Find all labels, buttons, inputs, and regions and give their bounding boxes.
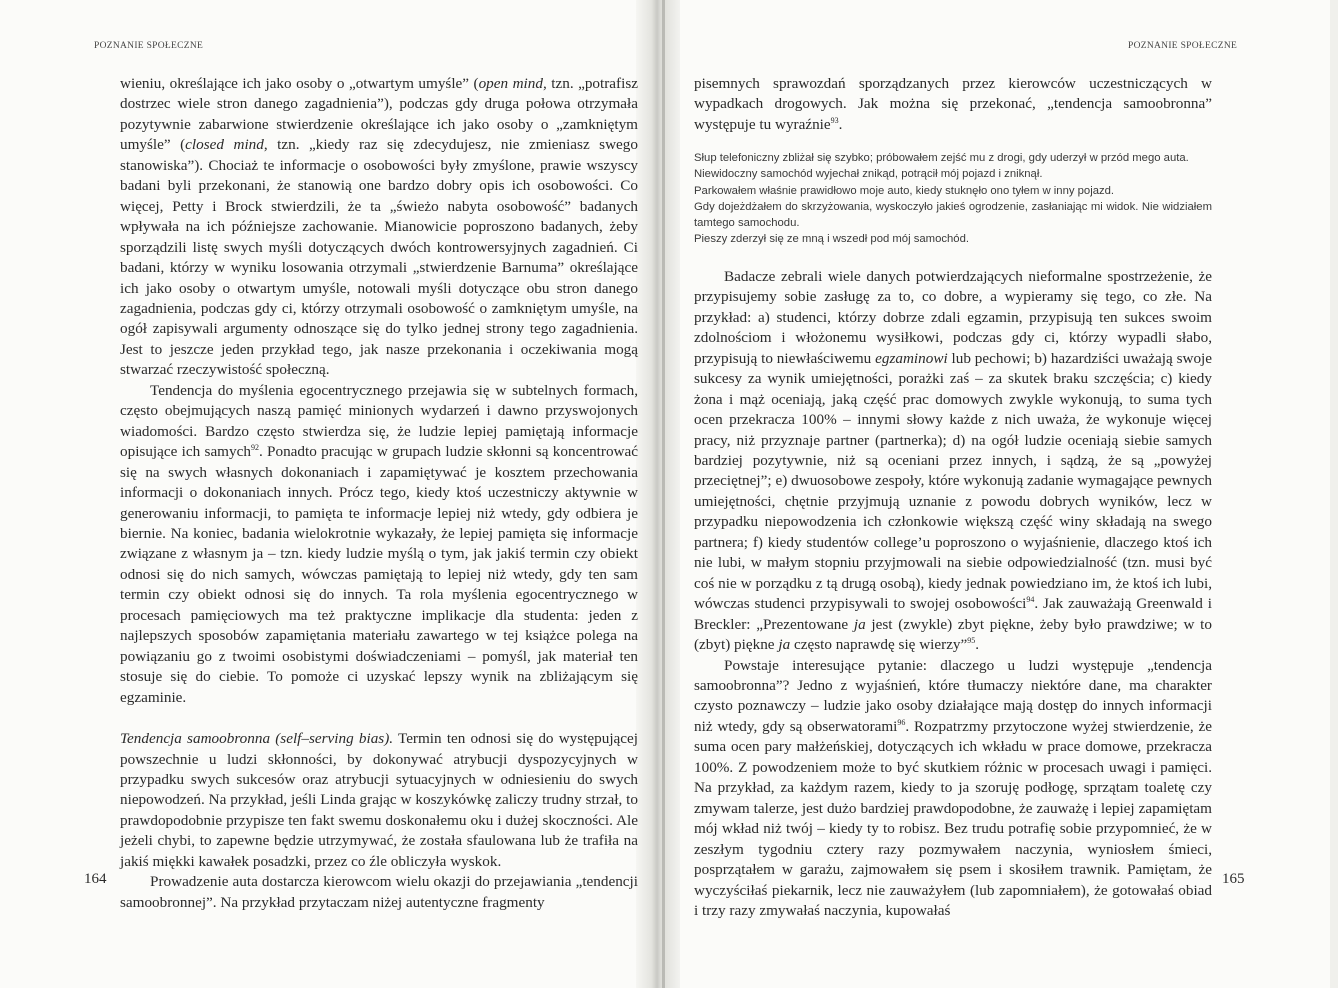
left-paragraph-2 (120, 381, 638, 708)
footnote-ref: 94 (1026, 595, 1035, 605)
text-run: często naprawdę się wierzy” (790, 636, 968, 654)
text-run: jest (zwykle) zbyt piękne, żeby było prawdziwe; w to (zbyt) piękne (694, 615, 1212, 654)
left-paragraph-4 (120, 872, 638, 913)
running-header-left: POZNANIE SPOŁECZNE (94, 41, 204, 51)
text-run: . (838, 115, 843, 133)
book-spine-shadow (662, 0, 665, 988)
footnote-ref: 93 (830, 115, 839, 125)
text-run: . Rozpatrzmy przytoczone wyżej stwierdzenie, że suma ocen pary małżeńskiej, dotyczących ich wkładu w prace domowe, przekracza 100%. Z powodzeniem może to być skutkiem różnic w procesach uwagi i pamięci. Na przykład, za każdym razem, kiedy to ja szoruję podłogę, sprzątam toaletę czy zmywam talerze, jest dużo bardziej prawdopodobne, że zauważę i lepiej zapamiętam mój wkład niż twój – kiedy ty to robisz. Bez trudu potrafię sobie przypomnieć, że w zeszłym tygodniu cztery razy pozmywałem naczynia, wyniosłem śmieci, posprzątałem w garażu, zajmowałem się psem i skosiłem trawnik. Pamiętam, że wyczyściłaś piekarnik, lecz nie zauważyłem (lub zapomniałem), że gotowałaś obiad i trzy razy zmywałaś naczynia, kupowałaś (694, 717, 1212, 919)
italic-text: ja (853, 615, 866, 633)
italic-text: ). (384, 730, 394, 748)
running-header-right: POZNANIE SPOŁECZNE (1128, 41, 1238, 51)
text-run: Badacze zebrali wiele danych potwierdzających nieformalne spostrzeżenie, że przypisujemy sobie zasługę za to, co dobre, a wypieramy się tego, co złe. Na przykład: a) studenci, którzy dobrze zdali egzamin, przypisują ten sukces swoim zdolnościom i włożonemu wysiłkowi, podczas gdy ci, którzy wypadli słabo, przypisują to niewłaściwemu (694, 267, 1212, 367)
quote-line: Parkowałem właśnie prawidłowo moje auto, kiedy stuknęło ono tyłem w inny pojazd. (694, 184, 1115, 197)
footnote-ref: 96 (897, 717, 906, 727)
italic-text: self–serving bias (280, 730, 385, 748)
italic-text: closed mind (185, 136, 264, 154)
text-run: Prowadzenie auta dostarcza kierowcom wielu okazji do przejawiania „tendencji samoobronnej”. Na przykład przytaczam niżej autentyczne fragmenty (120, 873, 638, 911)
book-gutter (636, 0, 680, 988)
quoted-accident-reports (694, 150, 1212, 247)
right-page (694, 74, 1212, 921)
italic-text: open mind (478, 75, 543, 92)
text-run: , tzn. „potrafisz dostrzec wiele stron danego zagadnienia”), podczas gdy druga połowa otrzymała pozytywnie zabarwione stwierdzenie określające ich jako osoby o „zamkniętym umyśle” ( (120, 75, 638, 154)
footnote-ref: 92 (250, 443, 259, 453)
text-run: . Ponadto pracując w grupach ludzie skłonni są koncentrować się na swych własnych dokonaniach i zapamiętywać je kosztem przechowania informacji o dokonaniach innych. Prócz tego, kiedy ktoś uczestniczy aktywnie w generowaniu informacji, to pamięta te informacje lepiej niż wtedy, gdy odbiera je biernie. Na koniec, badania wielokrotnie wykazały, że lepiej pamięta się informacje związane z własnym ja – tzn. kiedy ludzie myślą o tym, jak jakiś termin czy obiekt odnosi się do nich samych, wówczas pamiętają to lepiej niż wtedy, gdy ten sam termin czy obiekt odnosi się do innych. Ta rola myślenia egocentrycznego w procesach pamięciowych ma też praktyczne implikacje dla studenta: jeden z najlepszych sposobów zapamiętania materiału zawartego w tej książce polega na powiązaniu go z twoimi osobistymi doświadczeniami – pomyśl, jak materiał ten stosuje się do ciebie. To pomoże ci uzyskać lepszy wynik na zbliżającym się egzaminie. (120, 443, 638, 706)
text-run: wieniu, określające ich jako osoby o „otwartym umyśle” ( (120, 75, 479, 92)
page-number-right: 165 (1222, 871, 1245, 887)
italic-text: Tendencja samoobronna ( (120, 730, 281, 748)
text-run: Powstaje interesujące pytanie: dlaczego u ludzi występuje „tendencja samoobronna”? Jedno z wyjaśnień, które tłumaczy niektóre dane, ma charakter czysto poznawczy – ludzie jako osoby działające mają dostęp do innych informacji niż wtedy, gdy są obserwatorami (694, 656, 1212, 735)
right-paragraph-1 (694, 74, 1212, 135)
text-run: . Jak zauważają Greenwald i Breckler: „Prezentowane (694, 595, 1212, 633)
text-run: Termin ten odnosi się do występującej powszechnie u ludzi skłonności, by dokonywać atrybucji dyspozycyjnych w przypadku swych sukcesów oraz atrybucji sytuacyjnych w odniesieniu do swych niepowodzeń. Na przykład, jeśli Linda grając w koszykówkę zaliczy trudny strzał, to prawdopodobnie przypisze ten fakt swemu doskonałemu oku i dużej skoczności. Ale jeżeli chybi, to zapewne będzie utrzymywać, że została sfaulowana lub że trafiła na jakiś miękki kawałek posadzki, przez co źle obliczyła wyskok. (120, 730, 638, 870)
quote-line: Niewidoczny samochód wyjechał znikąd, potrącił mój pojazd i zniknął. (694, 168, 1043, 181)
section-gap (120, 708, 638, 729)
left-paragraph-1 (120, 74, 638, 381)
quote-line: Słup telefoniczny zbliżał się szybko; próbowałem zejść mu z drogi, gdy uderzył w przód mego auta. (694, 152, 1189, 165)
left-page (120, 74, 638, 913)
page-edge (1330, 0, 1338, 988)
quote-line: Pieszy zderzył się ze mną i wszedł pod mój samochód. (694, 232, 970, 245)
page-number-left: 164 (84, 871, 107, 887)
right-paragraph-2 (694, 267, 1212, 656)
text-run: , tzn. „kiedy raz się zdecydujesz, nie zmieniasz swego stanowiska”). Chociaż te informacje o osobowości były zmyślone, prawie wszyscy badani byli przekonani, że stanowią one bardzo dobry opis ich osobowości. Co więcej, Petty i Brock stwierdzili, że ta „świeżo nabyta osobowość” badanych wpływała na ich późniejsze zachowanie. Mianowicie poproszono badanych, żeby sporządzili listę swych myśli dotyczących dwóch kontrowersyjnych zagadnień. Ci badani, którzy w wyniku losowania otrzymali „stwierdzenie Barnuma” określające ich jako osoby o otwartym umyśle, notowali myśli dotyczące obu stron danego zagadnienia, podczas gdy ci, którzy otrzymali osobowość o zamkniętym umyśle, na ogół zapisywali argumenty odnoszące się do tylko jednej strony tego zagadnienia. Jest to jeszcze jeden przykład tego, jak nasze przekonania i oczekiwania mogą stwarzać rzeczywistość społeczną. (120, 136, 638, 379)
left-paragraph-3 (120, 729, 638, 872)
text-run: pisemnych sprawozdań sporządzanych przez kierowców uczestniczących w wypadkach drogowych. Jak można się przekonać, „tendencja samoobronna” występuje tu wyraźnie (694, 75, 1212, 133)
right-paragraph-3 (694, 656, 1212, 922)
text-run: Tendencja do myślenia egocentrycznego przejawia się w subtelnych formach, często obejmujących naszą pamięć minionych wydarzeń i dawno przyswojonych wiadomości. Bardzo często stwierdza się, że ludzie lepiej pamiętają informacje opisujące ich samych (120, 381, 638, 461)
quote-line: Gdy dojeżdżałem do skrzyżowania, wyskoczyło jakieś ogrodzenie, zasłaniając mi widok. Nie widziałem tamtego samochodu. (694, 200, 1212, 229)
italic-text: ja (778, 636, 791, 654)
footnote-ref: 95 (967, 636, 976, 646)
text-run: lub pechowi; b) hazardziści uważają swoje sukcesy za wynik umiejętności, porażki zaś – za skutek braku szczęścia; c) kiedy żona i mąż oceniają, jaką część prac domowych zwykle wykonują, to suma tych ocen przekracza 100% – innymi słowy każde z nich uważa, że wykonuje więcej pracy, niż przyznaje partner (partnerka); d) na ogół ludzie oceniają siebie samych bardziej pozytywnie, niż są oceniani przez innych, i sądzą, że są „powyżej przeciętnej”; e) dwuosobowe zespoły, które wykonują zadanie wymagające pewnych umiejętności, chętnie przyjmują uznanie z powodu dobrych wyników, lecz w przypadku niepowodzenia ich członkowie większą część winy składają na swego partnera; f) kiedy studentów college’u poproszono o wyjaśnienie, dlaczego ktoś ich nie lubi, w małym stopniu przyjmowali na siebie odpowiedzialność (tzn. musi być coś nie w porządku z tą drugą osobą), kiedy jednak powiedziano im, że ktoś ich lubi, wówczas studenci przypisywali to swojej osobowości (694, 349, 1212, 613)
italic-text: egzaminowi (875, 349, 948, 367)
text-run: . (975, 636, 980, 654)
